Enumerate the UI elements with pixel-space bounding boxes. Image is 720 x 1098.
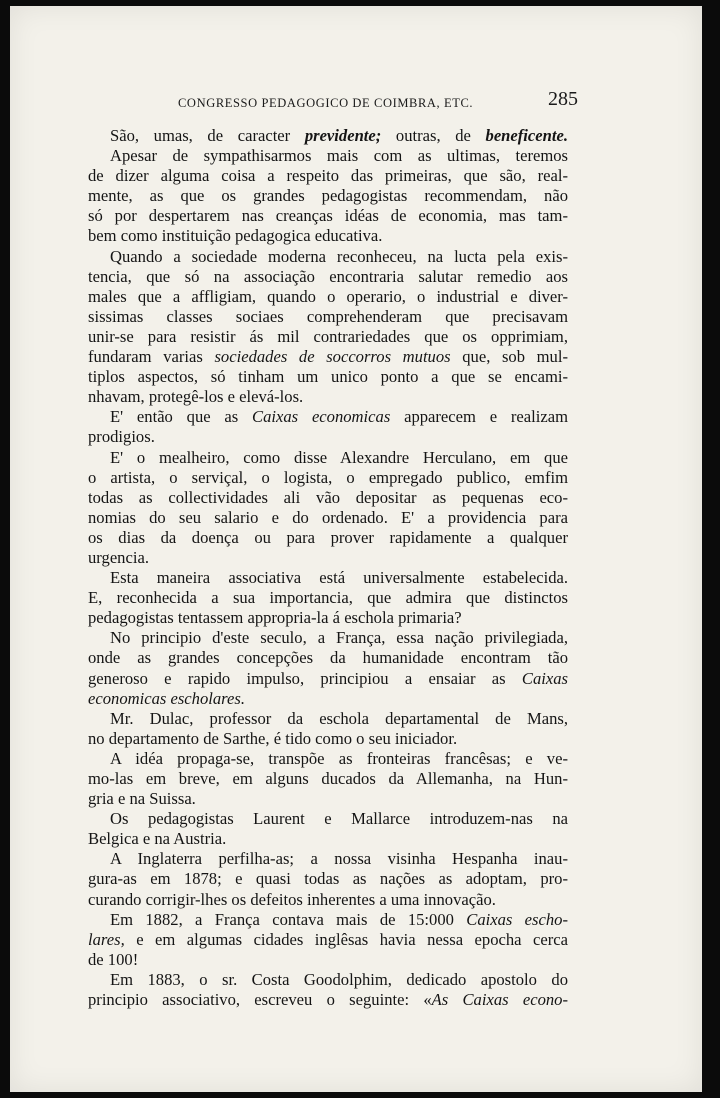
text-line: A idéa propaga-se, transpõe as fronteiras francêsas; e ve- [110, 748, 568, 768]
text-line: fundaram varias sociedades de soccorros mutuos que, sob mul- [88, 347, 568, 367]
text-line: São, umas, de caracter previdente; outras, de beneficente. [110, 126, 568, 145]
book-page [10, 6, 702, 1092]
text-line: Em 1883, o sr. Costa Goodolphim, dedicado apostolo do [110, 969, 568, 989]
text-line: só por despertarem nas creanças idéas de economia, mas tam- [88, 206, 568, 226]
text-line: E, reconhecida a sua importancia, que admira que distinctos [88, 588, 568, 608]
text-line: mente, as que os grandes pedagogistas recommendam, não [88, 186, 568, 206]
text-line: Em 1882, a França contava mais de 15:000 Caixas escho- [110, 909, 568, 929]
text-line: curando corrigir-lhes os defeitos inherentes a uma innovação. [88, 889, 496, 909]
page-number: 285 [548, 88, 578, 110]
text-line: Belgica e na Austria. [88, 829, 227, 849]
text-line: generoso e rapido impulso, principiou a ensaiar as Caixas [88, 668, 568, 688]
text-line: A Inglaterra perfilha-as; a nossa visinha Hespanha inau- [110, 849, 568, 869]
text-line: Quando a sociedade moderna reconheceu, na lucta pela exis- [110, 246, 568, 266]
text-line: tiplos aspectos, só tinham um unico ponto a que se encami- [88, 367, 568, 387]
text-line: todas as collectividades ali vão depositar as pequenas eco- [88, 487, 568, 507]
text-line: E' o mealheiro, como disse Alexandre Herculano, em que [110, 447, 568, 467]
text-line: economicas escholares. [88, 688, 245, 708]
running-title: CONGRESSO PEDAGOGICO DE COIMBRA, ETC. [178, 96, 474, 110]
text-line: no departamento de Sarthe, é tido como o seu iniciador. [88, 728, 458, 748]
text-line: Esta maneira associativa está universalmente estabelecida. [110, 568, 568, 588]
text-line: Apesar de sympathisarmos mais com as ultimas, teremos [110, 146, 568, 166]
text-line: gura-as em 1878; e quasi todas as nações as adoptam, pro- [88, 869, 568, 889]
text-line: No principio d'este seculo, a França, essa nação privilegiada, [110, 628, 568, 648]
text-line: lares, e em algumas cidades inglêsas havia nessa epocha cerca [88, 929, 568, 949]
text-line: nhavam, protegê-los e elevá-los. [88, 387, 304, 407]
text-line: o artista, o serviçal, o logista, o empregado publico, emfim [88, 467, 568, 487]
text-line: Os pedagogistas Laurent e Mallarce introduzem-nas na [110, 809, 568, 829]
text-line: de dizer alguma coisa a respeito das primeiras, que são, real- [88, 166, 568, 186]
text-line: E' então que as Caixas economicas apparecem e realizam [110, 407, 569, 427]
text-line: urgencia. [88, 547, 149, 567]
text-line: onde as grandes concepções da humanidade encontram tão [88, 648, 568, 668]
text-line: prodigios. [88, 427, 155, 447]
text-line: os dias da doença ou para prover rapidamente a qualquer [88, 527, 568, 547]
body-text [88, 126, 568, 1010]
text-line: pedagogistas tentassem appropria-la á eschola primaria? [88, 608, 462, 628]
text-line: bem como instituição pedagogica educativa. [88, 226, 383, 246]
text-line: unir-se para resistir ás mil contrariedades que os opprimiam, [88, 326, 568, 346]
page-header [178, 88, 578, 120]
text-line: gria e na Suissa. [88, 789, 196, 809]
text-line: mo-las em breve, em alguns ducados da Allemanha, na Hun- [88, 769, 568, 788]
text-line: de 100! [88, 949, 139, 969]
text-line: principio associativo, escreveu o seguinte: «As Caixas econo- [88, 990, 568, 1010]
text-line: nomias do seu salario e do ordenado. E' a providencia para [88, 507, 568, 527]
text-line: males que a affligiam, quando o operario, o industrial e diver- [88, 286, 568, 306]
text-line: Mr. Dulac, professor da eschola departamental de Mans, [110, 708, 568, 728]
text-line: sissimas classes sociaes comprehenderam que precisavam [88, 306, 568, 326]
text-line: tencia, que só na associação encontraria salutar remedio aos [88, 266, 568, 286]
